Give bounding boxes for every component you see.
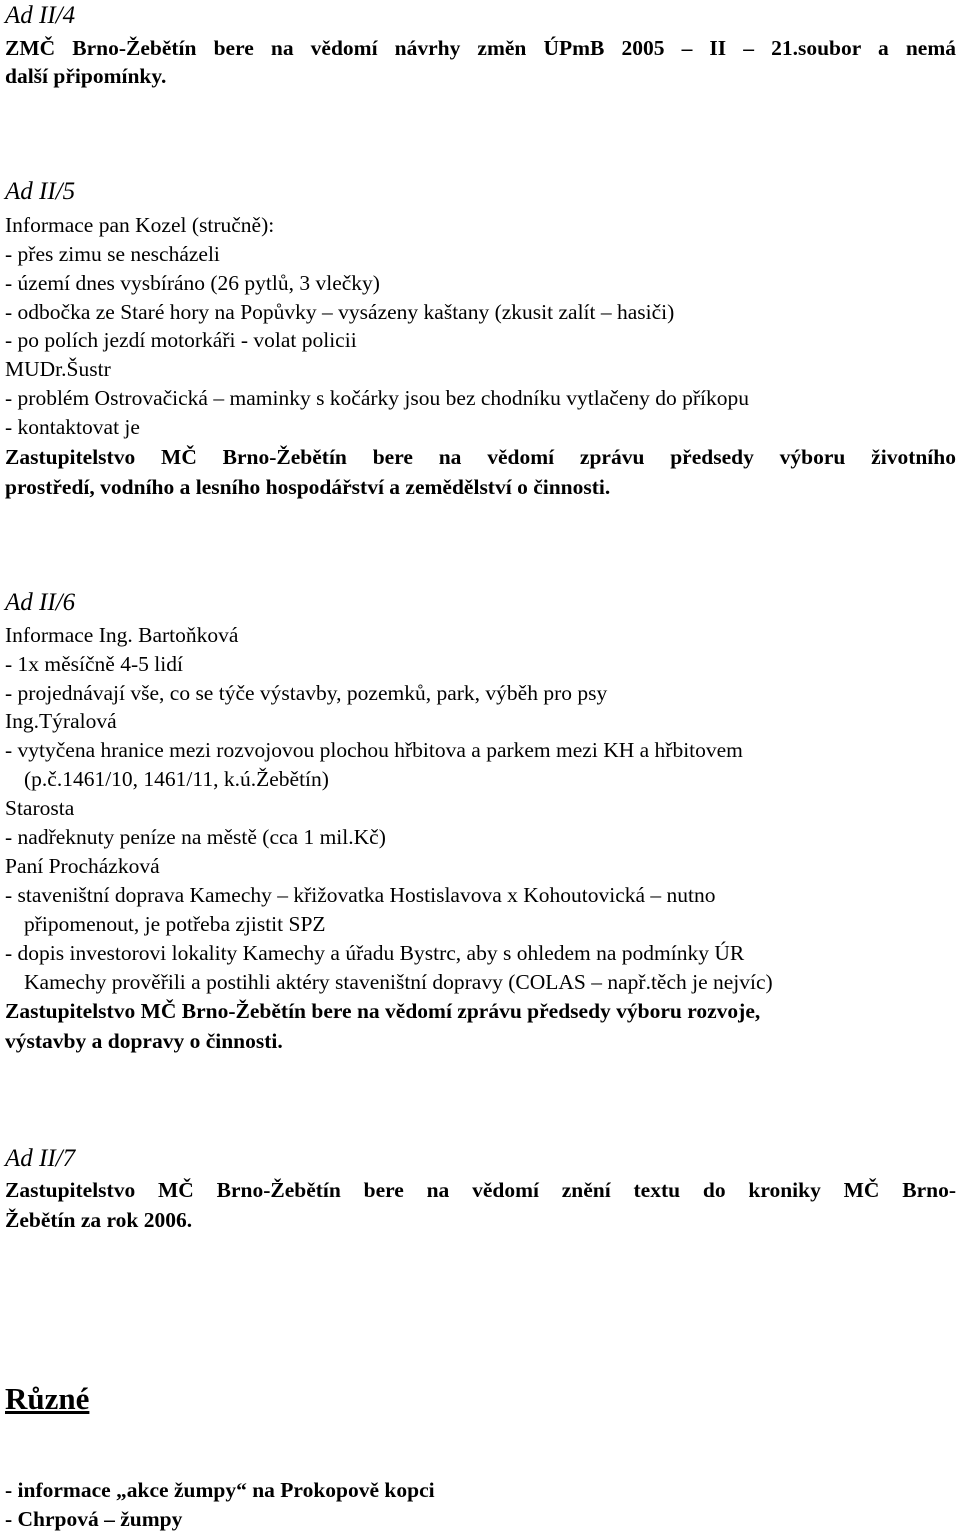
section-heading-ad-ii-4: Ad II/4 xyxy=(5,2,76,29)
text-line: - po polích jezdí motorkáři - volat policii xyxy=(5,328,357,352)
text-line: - území dnes vysbíráno (26 pytlů, 3 vlečky) xyxy=(5,271,380,295)
resolution-text-line: Žebětín za rok 2006. xyxy=(5,1208,193,1232)
text-line: - staveništní doprava Kamechy – křižovatka Hostislavova x Kohoutovická – nutno xyxy=(5,883,716,907)
resolution-text-line: výstavby a dopravy o činnosti. xyxy=(5,1029,283,1053)
text-line: Paní Procházková xyxy=(5,854,160,878)
list-item: - informace „akce žumpy“ na Prokopově kopci xyxy=(5,1478,435,1502)
text-line: - projednávají vše, co se týče výstavby, pozemků, park, výběh pro psy xyxy=(5,681,608,705)
resolution-text-line: Zastupitelstvo MČ Brno-Žebětín bere na vědomí zprávu předsedy výboru rozvoje, xyxy=(5,999,761,1023)
text-line: - vytyčena hranice mezi rozvojovou plochou hřbitova a parkem mezi KH a hřbitovem xyxy=(5,738,743,762)
text-line: - dopis investorovi lokality Kamechy a úřadu Bystrc, aby s ohledem na podmínky ÚR xyxy=(5,941,745,965)
text-line: Informace Ing. Bartoňková xyxy=(5,623,239,647)
text-line: Ing.Týralová xyxy=(5,709,117,733)
text-line: Informace pan Kozel (stručně): xyxy=(5,213,275,237)
section-heading-ad-ii-7: Ad II/7 xyxy=(5,1145,76,1172)
list-item: - Chrpová – žumpy xyxy=(5,1507,183,1531)
text-line: připomenout, je potřeba zjistit SPZ xyxy=(24,912,326,936)
text-line: MUDr.Šustr xyxy=(5,357,111,381)
text-line: - odbočka ze Staré hory na Popůvky – vysázeny kaštany (zkusit zalít – hasiči) xyxy=(5,300,675,324)
text-line: - kontaktovat je xyxy=(5,415,140,439)
text-line: Starosta xyxy=(5,796,75,820)
text-line: - nadřeknuty peníze na městě (cca 1 mil.Kč) xyxy=(5,825,386,849)
text-line: Kamechy prověřili a postihli aktéry staveništní dopravy (COLAS – např.těch je nejvíc) xyxy=(24,970,773,994)
text-line: - problém Ostrovačická – maminky s kočárky jsou bez chodníku vytlačeny do příkopu xyxy=(5,386,749,410)
resolution-text-line: Zastupitelstvo MČ Brno-Žebětín bere na vědomí znění textu do kroniky MČ Brno- xyxy=(5,1178,956,1202)
section-heading-ad-ii-6: Ad II/6 xyxy=(5,589,76,616)
resolution-text-line: ZMČ Brno-Žebětín bere na vědomí návrhy změn ÚPmB 2005 – II – 21.soubor a nemá xyxy=(5,36,956,60)
section-heading-ad-ii-5: Ad II/5 xyxy=(5,178,76,205)
section-heading-ruzne: Různé xyxy=(5,1381,90,1416)
resolution-text-line: Zastupitelstvo MČ Brno-Žebětín bere na vědomí zprávu předsedy výboru životního xyxy=(5,445,956,469)
text-line: (p.č.1461/10, 1461/11, k.ú.Žebětín) xyxy=(24,767,329,791)
text-line: - 1x měsíčně 4-5 lidí xyxy=(5,652,183,676)
resolution-text-line: prostředí, vodního a lesního hospodářství a zemědělství o činnosti. xyxy=(5,475,611,499)
text-line: - přes zimu se nescházeli xyxy=(5,242,220,266)
resolution-text-line: další připomínky. xyxy=(5,64,167,88)
